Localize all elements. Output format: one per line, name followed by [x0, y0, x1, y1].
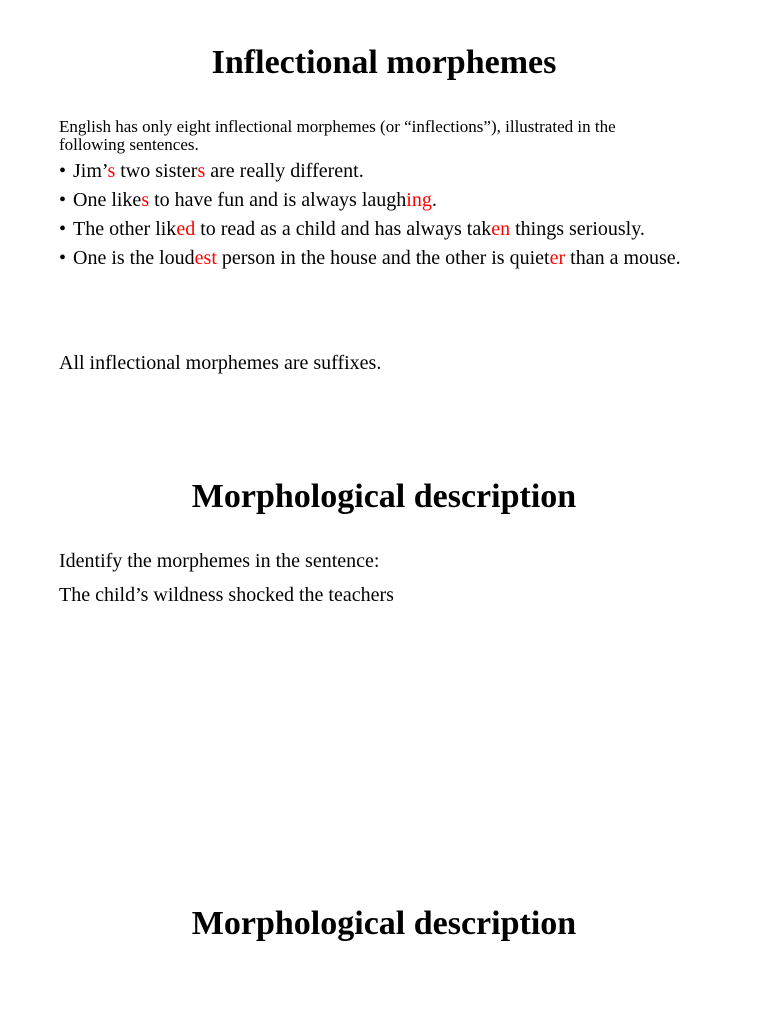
slide1-title: Inflectional morphemes: [211, 44, 557, 81]
bullet-text: things seriously.: [510, 218, 645, 240]
inflection-suffix: ing: [406, 189, 432, 211]
bullet-text: to read as a child and has always tak: [195, 218, 492, 240]
inflection-suffix: est: [194, 247, 217, 269]
slide1-closing: All inflectional morphemes are suffixes.: [59, 352, 382, 374]
bullet-text: person in the house and the other is quiet: [216, 247, 550, 269]
inflection-suffix: s: [141, 189, 150, 211]
bullet-item: [59, 248, 709, 269]
inflection-suffix: s: [107, 160, 116, 182]
bullet-text: One like: [73, 189, 142, 211]
bullet-text: are really different.: [205, 160, 364, 182]
slide1-intro-line2: following sentences.: [59, 135, 199, 154]
bullet-item: [59, 161, 709, 182]
bullet-text: than a mouse.: [565, 247, 681, 269]
inflection-suffix: ed: [176, 218, 196, 240]
inflection-suffix: er: [549, 247, 566, 269]
inflection-suffix: en: [491, 218, 511, 240]
slide2-sentence: The child’s wildness shocked the teachers: [59, 584, 394, 606]
bullet-item: [59, 190, 709, 211]
slide1-intro: [59, 118, 709, 154]
inflection-suffix: s: [197, 160, 206, 182]
slide3-title: Morphological description: [191, 905, 577, 942]
bullet-item: [59, 219, 709, 240]
bullet-text: .: [431, 189, 437, 211]
bullet-text: The other lik: [73, 218, 177, 240]
bullet-text: Jim’: [73, 160, 108, 182]
bullet-text: two sister: [115, 160, 198, 182]
slide2-instruction: Identify the morphemes in the sentence:: [59, 550, 380, 572]
slide1-intro-line1: English has only eight inflectional morphemes (or “inflections”), illustrated in the: [59, 117, 616, 136]
bullet-text: One is the loud: [73, 247, 195, 269]
bullet-text: to have fun and is always laugh: [149, 189, 407, 211]
slide2-title: Morphological description: [191, 478, 577, 515]
slide1-bullet-list: [59, 161, 709, 277]
